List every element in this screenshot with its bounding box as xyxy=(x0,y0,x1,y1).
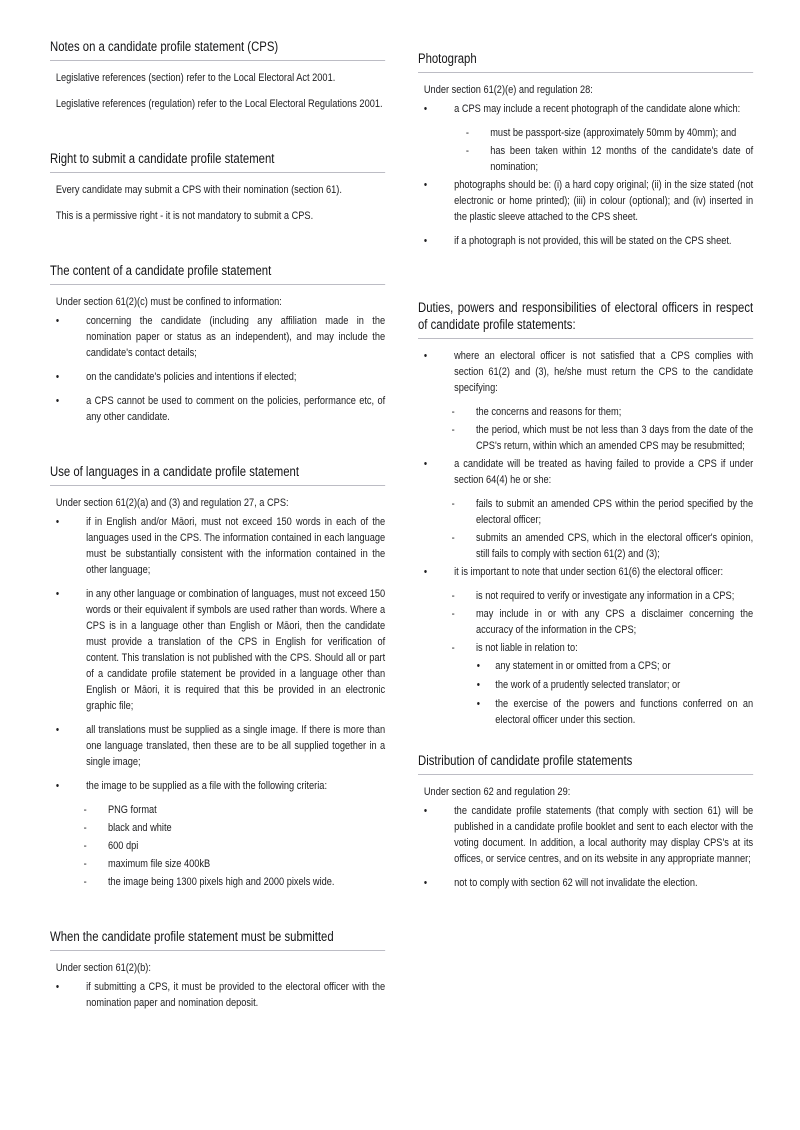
bullet-marker: • xyxy=(423,179,428,191)
paragraph xyxy=(50,495,385,511)
item-text: This is a permissive right - it is not mandatory to submit a CPS. xyxy=(55,210,314,222)
item-text: may include in or with any CPS a disclaimer concerning the accuracy of the information in the CPS; xyxy=(475,608,754,636)
item-text: the work of a prudently selected translator; or xyxy=(495,679,681,691)
dash-marker: - xyxy=(465,145,469,157)
paragraph xyxy=(418,784,753,800)
section xyxy=(50,928,385,1011)
dash-item xyxy=(418,496,753,528)
bullet-item xyxy=(50,722,385,770)
bullet-item xyxy=(50,313,385,361)
sub-bullet-item xyxy=(418,677,753,693)
item-text: not to comply with section 62 will not invalidate the election. xyxy=(454,877,698,889)
dash-item xyxy=(418,640,753,656)
dash-marker: - xyxy=(83,840,87,852)
dash-marker: - xyxy=(465,127,469,139)
bullet-marker: • xyxy=(476,679,481,691)
heading-rule xyxy=(418,774,753,775)
paragraph xyxy=(50,208,385,224)
bullet-marker: • xyxy=(55,780,60,792)
item-text: a candidate will be treated as having failed to provide a CPS if under section 64(4) he or she: xyxy=(454,458,754,486)
section-heading: Photograph xyxy=(418,51,477,66)
item-text: on the candidate's policies and intentions if elected; xyxy=(86,371,297,383)
item-text: Under section 61(2)(e) and regulation 28: xyxy=(423,84,593,96)
section xyxy=(50,38,385,112)
item-text: Every candidate may submit a CPS with their nomination (section 61). xyxy=(55,184,342,196)
bullet-item xyxy=(418,101,753,117)
item-text: Under section 61(2)(a) and (3) and regulation 27, a CPS: xyxy=(55,497,289,509)
dash-item xyxy=(50,802,385,818)
sub-bullet-item xyxy=(418,696,753,728)
bullet-item xyxy=(50,979,385,1011)
item-text: is not liable in relation to: xyxy=(475,642,578,654)
paragraph xyxy=(50,70,385,86)
item-text: any statement in or omitted from a CPS; or xyxy=(495,660,671,672)
bullet-item xyxy=(418,348,753,396)
dash-marker: - xyxy=(451,424,455,436)
item-text: photographs should be: (i) a hard copy original; (ii) in the size stated (not electronic or home printed); (iii) in colour (optional); and (iv) inserted in the plastic sleeve attached to the CPS sheet. xyxy=(454,179,754,223)
dash-marker: - xyxy=(451,642,455,654)
bullet-marker: • xyxy=(423,103,428,115)
bullet-marker: • xyxy=(423,877,428,889)
item-text: must be passport-size (approximately 50mm by 40mm); and xyxy=(490,127,737,139)
column-left xyxy=(50,38,385,1049)
heading-rule xyxy=(50,485,385,486)
dash-marker: - xyxy=(451,608,455,620)
item-text: Legislative references (regulation) refer to the Local Electoral Regulations 2001. xyxy=(55,98,383,110)
section xyxy=(50,262,385,425)
paragraph xyxy=(50,96,385,112)
bullet-marker: • xyxy=(423,805,428,817)
item-text: Under section 62 and regulation 29: xyxy=(423,786,571,798)
bullet-item xyxy=(50,514,385,578)
item-text: a CPS may include a recent photograph of the candidate alone which: xyxy=(454,103,741,115)
item-text: submits an amended CPS, which in the electoral officer's opinion, still fails to comply with section 61(2) and (3); xyxy=(475,532,754,560)
bullet-marker: • xyxy=(476,660,481,672)
bullet-item xyxy=(50,369,385,385)
dash-marker: - xyxy=(451,590,455,602)
item-text: the concerns and reasons for them; xyxy=(475,406,622,418)
item-text: the period, which must be not less than 3 days from the date of the CPS's return, within which an amended CPS may be resubmitted; xyxy=(475,424,754,452)
section-heading: Notes on a candidate profile statement (CPS) xyxy=(50,39,279,54)
heading-rule xyxy=(50,950,385,951)
item-text: it is important to note that under section 61(6) the electoral officer: xyxy=(454,566,724,578)
dash-marker: - xyxy=(451,498,455,510)
item-text: Legislative references (section) refer to the Local Electoral Act 2001. xyxy=(55,72,336,84)
bullet-marker: • xyxy=(55,371,60,383)
section-heading: Duties, powers and responsibilities of electoral officers in respect of candidate profile statements: xyxy=(418,300,754,332)
bullet-marker: • xyxy=(55,588,60,600)
dash-marker: - xyxy=(83,858,87,870)
heading-rule xyxy=(50,172,385,173)
bullet-item xyxy=(418,564,753,580)
item-text: PNG format xyxy=(107,804,157,816)
paragraph xyxy=(50,960,385,976)
dash-item xyxy=(418,530,753,562)
item-text: maximum file size 400kB xyxy=(107,858,211,870)
bullet-marker: • xyxy=(423,235,428,247)
item-text: fails to submit an amended CPS within the period specified by the electoral officer; xyxy=(475,498,754,526)
dash-marker: - xyxy=(83,876,87,888)
bullet-marker: • xyxy=(55,981,60,993)
section xyxy=(418,50,753,249)
bullet-item xyxy=(50,393,385,425)
bullet-item xyxy=(50,586,385,714)
bullet-marker: • xyxy=(423,566,428,578)
bullet-marker: • xyxy=(55,724,60,736)
item-text: is not required to verify or investigate any information in a CPS; xyxy=(475,590,735,602)
bullet-marker: • xyxy=(476,698,481,710)
heading-rule xyxy=(50,60,385,61)
dash-marker: - xyxy=(83,804,87,816)
item-text: a CPS cannot be used to comment on the policies, performance etc, of any other candidate. xyxy=(86,395,386,423)
dash-item xyxy=(418,125,753,141)
bullet-item xyxy=(418,233,753,249)
bullet-marker: • xyxy=(423,350,428,362)
section-heading: When the candidate profile statement must be submitted xyxy=(50,929,334,944)
heading-rule xyxy=(418,72,753,73)
section-heading: Distribution of candidate profile statements xyxy=(418,753,633,768)
dash-item xyxy=(418,143,753,175)
bullet-item xyxy=(418,803,753,867)
dash-item xyxy=(50,820,385,836)
dash-item xyxy=(50,838,385,854)
section xyxy=(418,752,753,891)
bullet-item xyxy=(418,177,753,225)
dash-marker: - xyxy=(83,822,87,834)
item-text: if submitting a CPS, it must be provided to the electoral officer with the nomination paper and nomination deposit. xyxy=(86,981,386,1009)
item-text: the image being 1300 pixels high and 2000 pixels wide. xyxy=(107,876,335,888)
item-text: has been taken within 12 months of the candidate's date of nomination; xyxy=(490,145,754,173)
section xyxy=(50,150,385,224)
section-heading: Use of languages in a candidate profile statement xyxy=(50,464,300,479)
bullet-marker: • xyxy=(55,395,60,407)
bullet-marker: • xyxy=(423,458,428,470)
bullet-item xyxy=(418,875,753,891)
dash-marker: - xyxy=(451,532,455,544)
section xyxy=(418,299,753,728)
section xyxy=(50,463,385,890)
dash-item xyxy=(50,874,385,890)
column-right xyxy=(418,50,753,929)
item-text: in any other language or combination of languages, must not exceed 150 words or their equivalent if symbols are used rather than words. Where a CPS is in a language other than English or Māori, then the candidate must provide a translation of the CPS in English for verification of content. This translation is not published with the CPS. Should all or part of a candidate profile statement be provided in a language other than English or Māori, it is required that this be provided in an electronic graphic file; xyxy=(86,588,386,712)
dash-marker: - xyxy=(451,406,455,418)
bullet-marker: • xyxy=(55,315,60,327)
dash-item xyxy=(418,404,753,420)
item-text: the candidate profile statements (that comply with section 61) will be published in a candidate profile booklet and sent to each elector with the voting document. In addition, a local authority may display CPS's at its offices, or service centres, and on its website in any appropriate manner; xyxy=(454,805,754,865)
item-text: the exercise of the powers and functions conferred on an electoral officer under this section. xyxy=(495,698,754,726)
item-text: black and white xyxy=(107,822,172,834)
section-heading: The content of a candidate profile statement xyxy=(50,263,272,278)
dash-item xyxy=(50,856,385,872)
bullet-item xyxy=(50,778,385,794)
paragraph xyxy=(418,82,753,98)
sub-bullet-item xyxy=(418,658,753,674)
item-text: Under section 61(2)(c) must be confined to information: xyxy=(55,296,282,308)
section-heading: Right to submit a candidate profile statement xyxy=(50,151,275,166)
bullet-item xyxy=(418,456,753,488)
item-text: 600 dpi xyxy=(107,840,139,852)
paragraph xyxy=(50,294,385,310)
item-text: if a photograph is not provided, this will be stated on the CPS sheet. xyxy=(454,235,732,247)
heading-rule xyxy=(418,338,753,339)
dash-item xyxy=(418,606,753,638)
item-text: the image to be supplied as a file with the following criteria: xyxy=(86,780,328,792)
paragraph xyxy=(50,182,385,198)
item-text: where an electoral officer is not satisfied that a CPS complies with section 61(2) and (3), he/she must return the CPS to the candidate specifying: xyxy=(454,350,754,394)
item-text: all translations must be supplied as a single image. If there is more than one language translated, then these are to be all supplied together in a single image; xyxy=(86,724,386,768)
dash-item xyxy=(418,422,753,454)
heading-rule xyxy=(50,284,385,285)
item-text: if in English and/or Māori, must not exceed 150 words in each of the languages used in the CPS. The information contained in each language must be substantially consistent with the information contained in the other language; xyxy=(86,516,386,576)
item-text: concerning the candidate (including any affiliation made in the nomination paper or status as an independent), and may include the candidate's contact details; xyxy=(86,315,386,359)
item-text: Under section 61(2)(b): xyxy=(55,962,151,974)
bullet-marker: • xyxy=(55,516,60,528)
dash-item xyxy=(418,588,753,604)
